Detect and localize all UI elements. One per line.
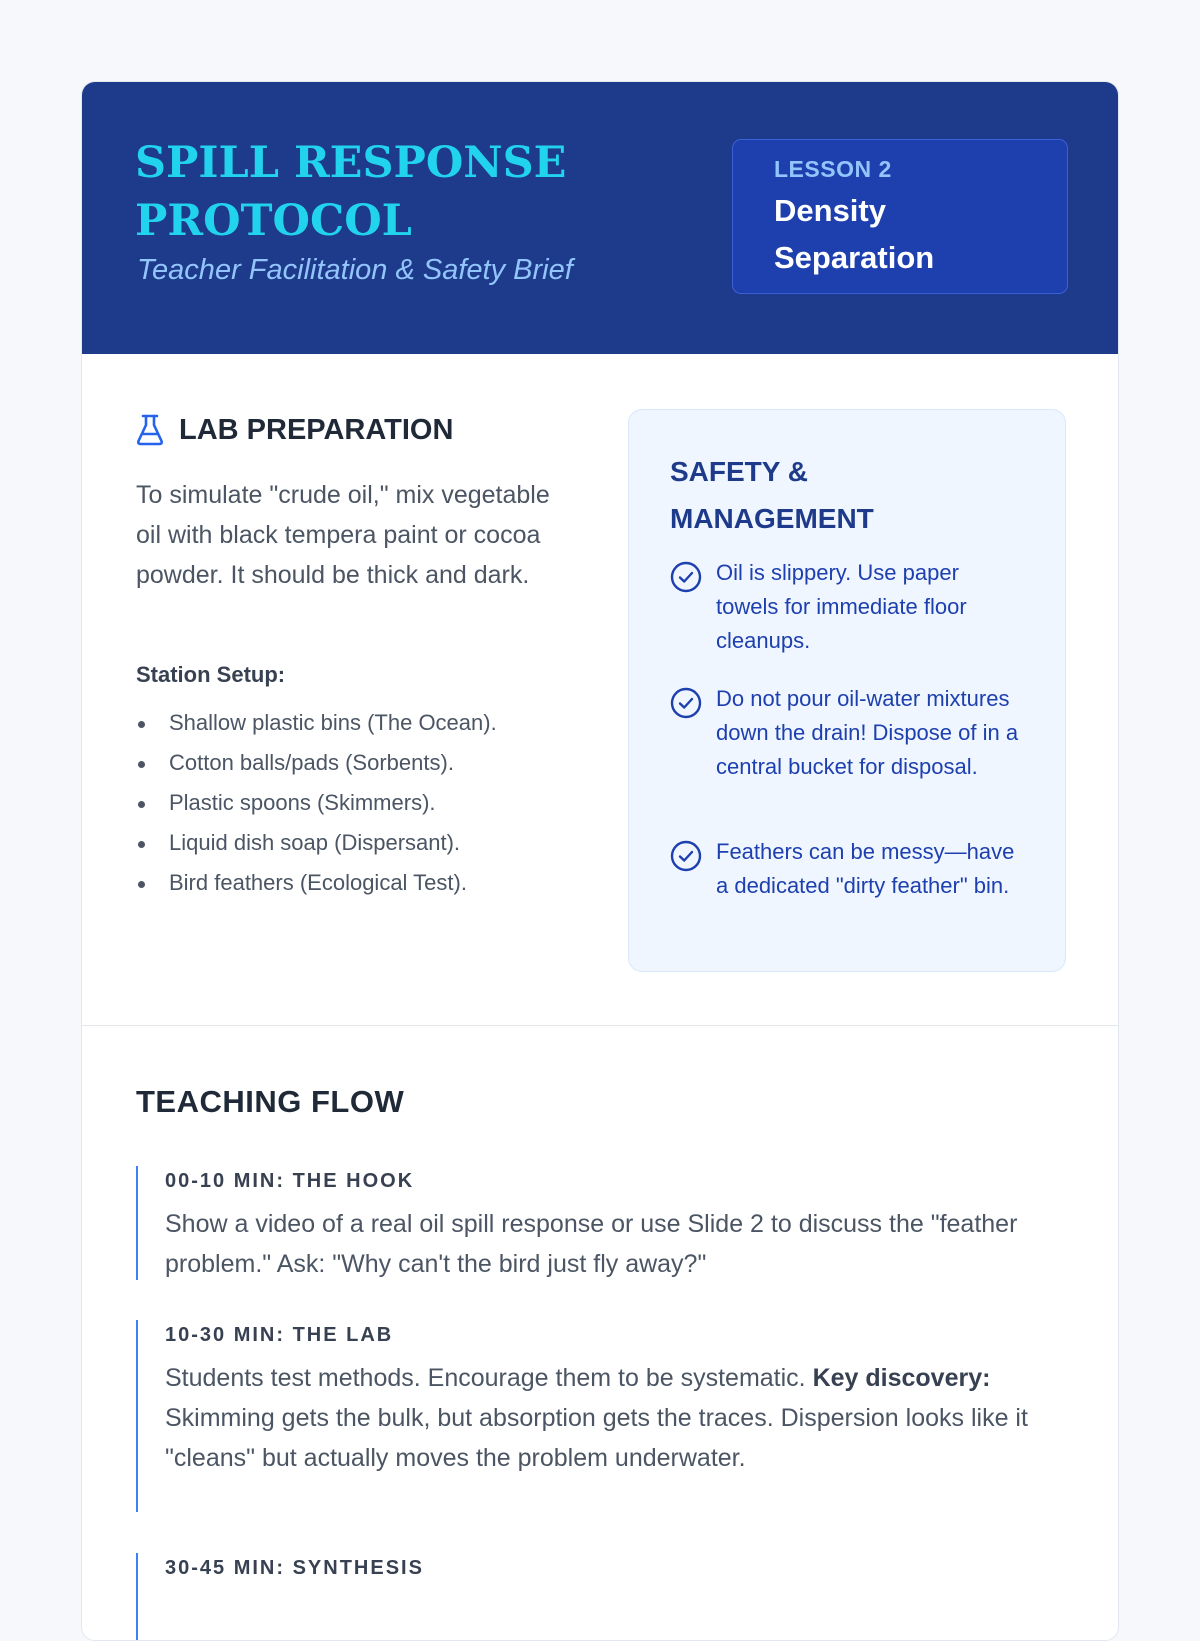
check-circle-icon: [670, 561, 702, 593]
lab-prep-heading: [135, 410, 453, 450]
flask-icon: [135, 413, 165, 447]
safety-title: SAFETY & MANAGEMENT: [670, 456, 874, 534]
step-text: Show a video of a real oil spill response or use Slide 2 to discuss the "feather problem." Ask: "Why can't the bird just fly away?": [165, 1210, 1018, 1278]
step-text-part: Skimming gets the bulk, but absorption gets the traces. Dispersion looks like it "cleans" but actually moves the problem underwater.: [165, 1404, 1028, 1472]
safety-item-text: Do not pour oil-water mixtures down the drain! Dispose of in a central bucket for disposal.: [716, 686, 1019, 779]
header-banner: [82, 82, 1118, 354]
lesson-badge: [732, 139, 1068, 294]
lab-prep-title: LAB PREPARATION: [179, 413, 454, 446]
safety-item-text: Oil is slippery. Use paper towels for immediate floor cleanups.: [716, 560, 967, 653]
title-line-2: PROTOCOL: [135, 196, 412, 246]
list-item: Shallow plastic bins (The Ocean).: [136, 703, 497, 743]
page-title: [135, 134, 566, 250]
step-label: 00-10 MIN: THE HOOK: [165, 1170, 415, 1192]
page-subtitle: Teacher Facilitation & Safety Brief: [137, 254, 573, 286]
station-setup-title: Station Setup:: [136, 662, 286, 687]
step-label: 10-30 MIN: THE LAB: [165, 1324, 394, 1346]
safety-item-text: Feathers can be messy—have a dedicated "dirty feather" bin.: [716, 839, 1015, 898]
lab-prep-intro: To simulate "crude oil," mix vegetable oil with black tempera paint or cocoa powder. It should be thick and dark.: [136, 481, 550, 589]
step-label: 30-45 MIN: SYNTHESIS: [165, 1557, 424, 1579]
list-item: Bird feathers (Ecological Test).: [136, 863, 497, 903]
list-item: Liquid dish soap (Dispersant).: [136, 823, 497, 863]
list-item: Plastic spoons (Skimmers).: [136, 783, 497, 823]
key-discovery-label: Key discovery:: [812, 1364, 991, 1392]
teaching-flow-title: TEACHING FLOW: [136, 1084, 405, 1119]
list-item: Cotton balls/pads (Sorbents).: [136, 743, 497, 783]
check-circle-icon: [670, 840, 702, 872]
flow-step-synthesis: [136, 1553, 1036, 1641]
safety-panel: [628, 409, 1066, 972]
lesson-number: LESSON 2: [774, 156, 892, 182]
flow-step-hook: [136, 1166, 1036, 1280]
protocol-card: [81, 81, 1119, 1641]
station-setup-list: [136, 703, 497, 903]
section-divider: [82, 1025, 1118, 1026]
lesson-name: Density Separation: [774, 193, 935, 275]
flow-step-lab: [136, 1320, 1036, 1512]
step-text: [165, 1358, 1036, 1478]
title-line-1: SPILL RESPONSE: [135, 138, 567, 188]
step-text-part: Students test methods. Encourage them to be systematic.: [165, 1364, 813, 1392]
check-circle-icon: [670, 687, 702, 719]
